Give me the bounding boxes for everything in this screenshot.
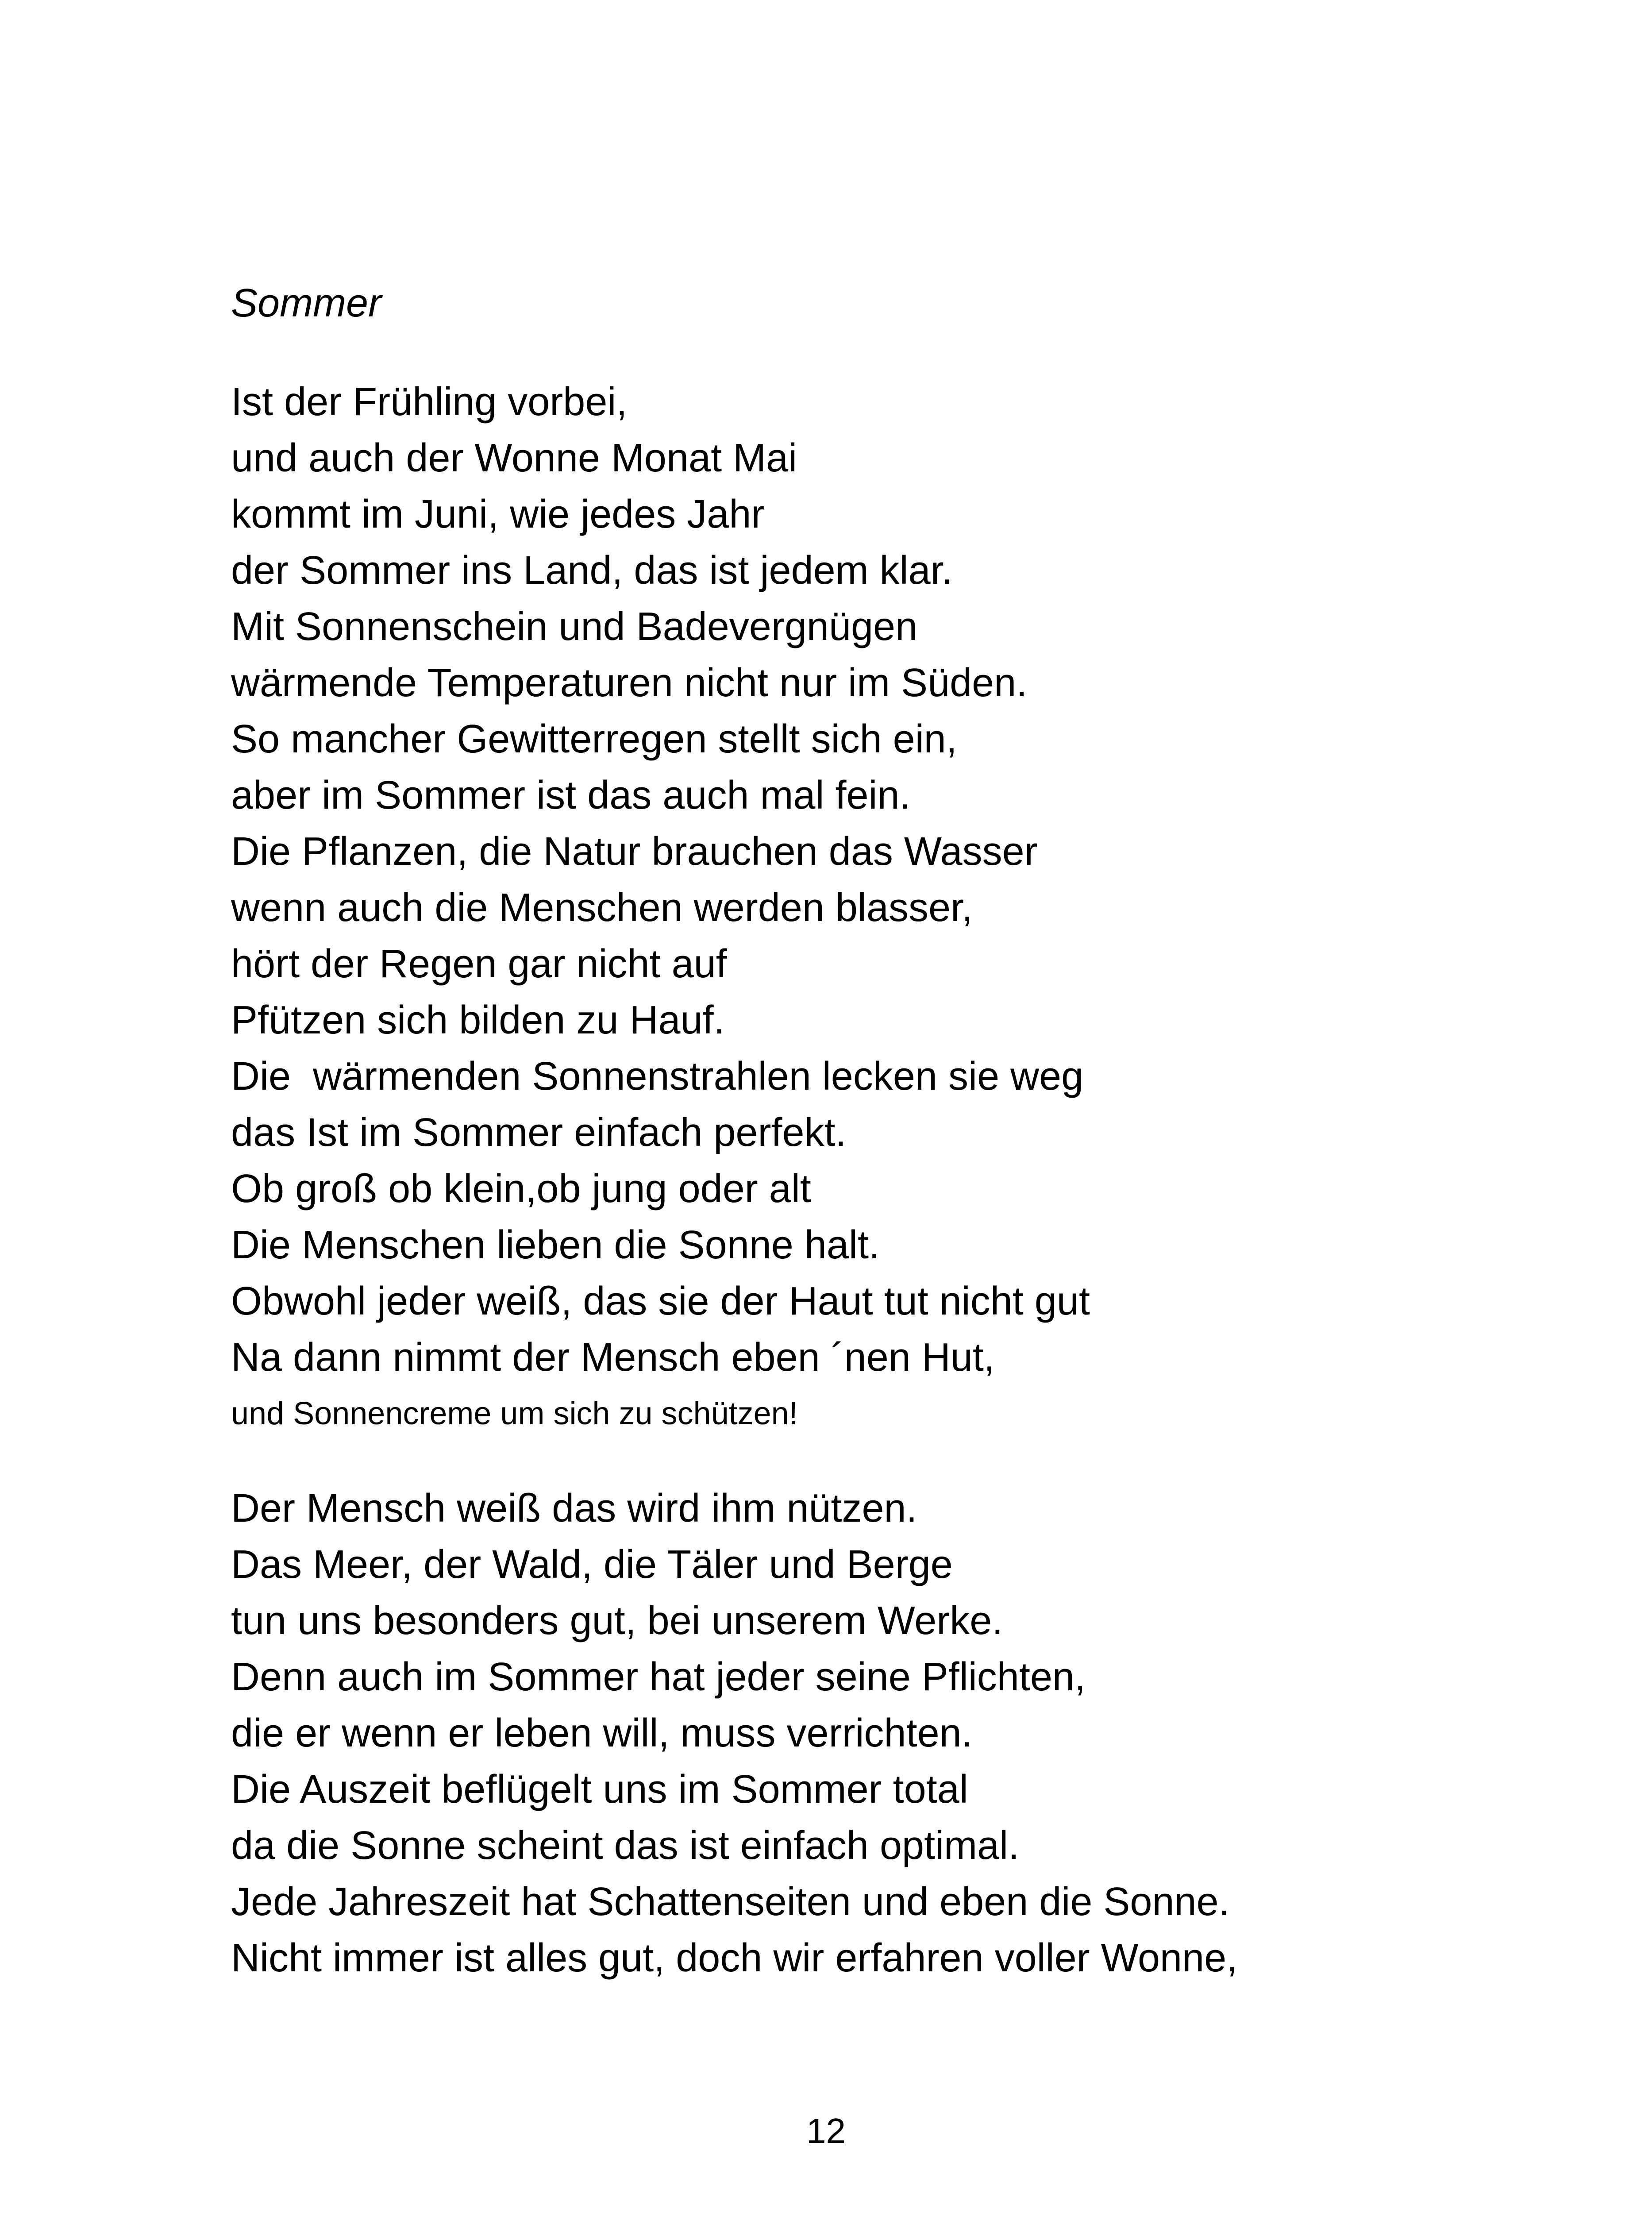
poem-line: So mancher Gewitterregen stellt sich ein, <box>231 717 957 761</box>
poem-line: hört der Regen gar nicht auf <box>231 942 727 986</box>
poem-line: Die Menschen lieben die Sonne halt. <box>231 1223 880 1267</box>
poem-line: Na dann nimmt der Mensch eben ´nen Hut, <box>231 1335 995 1380</box>
poem-line: Das Meer, der Wald, die Täler und Berge <box>231 1542 953 1587</box>
poem-line: Die wärmenden Sonnenstrahlen lecken sie weg <box>231 1054 1084 1099</box>
stanza-1 <box>231 374 1090 1442</box>
poem-line: wenn auch die Menschen werden blasser, <box>231 886 973 930</box>
poem-line: Die Pflanzen, die Natur brauchen das Wasser <box>231 829 1038 874</box>
poem-line: Obwohl jeder weiß, das sie der Haut tut nicht gut <box>231 1279 1090 1323</box>
poem-line: Der Mensch weiß das wird ihm nützen. <box>231 1486 917 1531</box>
poem-line: aber im Sommer ist das auch mal fein. <box>231 773 911 817</box>
poem-line: Die Auszeit beflügelt uns im Sommer total <box>231 1767 968 1812</box>
poem-line: Mit Sonnenschein und Badevergnügen <box>231 605 918 649</box>
poem-line: und auch der Wonne Monat Mai <box>231 436 797 480</box>
poem-line: Denn auch im Sommer hat jeder seine Pflichten, <box>231 1655 1086 1699</box>
poem-line: der Sommer ins Land, das ist jedem klar. <box>231 548 953 593</box>
poem-line: das Ist im Sommer einfach perfekt. <box>231 1110 847 1155</box>
stanza-2 <box>231 1480 1237 1986</box>
poem-line: tun uns besonders gut, bei unserem Werke. <box>231 1599 1003 1643</box>
page-number: 12 <box>806 2111 846 2151</box>
poem-line: kommt im Juni, wie jedes Jahr <box>231 492 765 536</box>
poem-line: Jede Jahreszeit hat Schattenseiten und eben die Sonne. <box>231 1880 1230 1924</box>
poem-line: wärmende Temperaturen nicht nur im Süden. <box>231 661 1028 705</box>
poem-line: Nicht immer ist alles gut, doch wir erfahren voller Wonne, <box>231 1936 1238 1980</box>
poem-title: Sommer <box>231 281 382 325</box>
poem-line: Pfützen sich bilden zu Hauf. <box>231 998 725 1042</box>
poem-line: da die Sonne scheint das ist einfach optimal. <box>231 1824 1020 1868</box>
poem-line: und Sonnencreme um sich zu schützen! <box>231 1396 798 1431</box>
poem-line: Ob groß ob klein,ob jung oder alt <box>231 1167 811 1211</box>
poem-line: die er wenn er leben will, muss verrichten. <box>231 1711 973 1755</box>
poem-line: Ist der Frühling vorbei, <box>231 380 628 424</box>
